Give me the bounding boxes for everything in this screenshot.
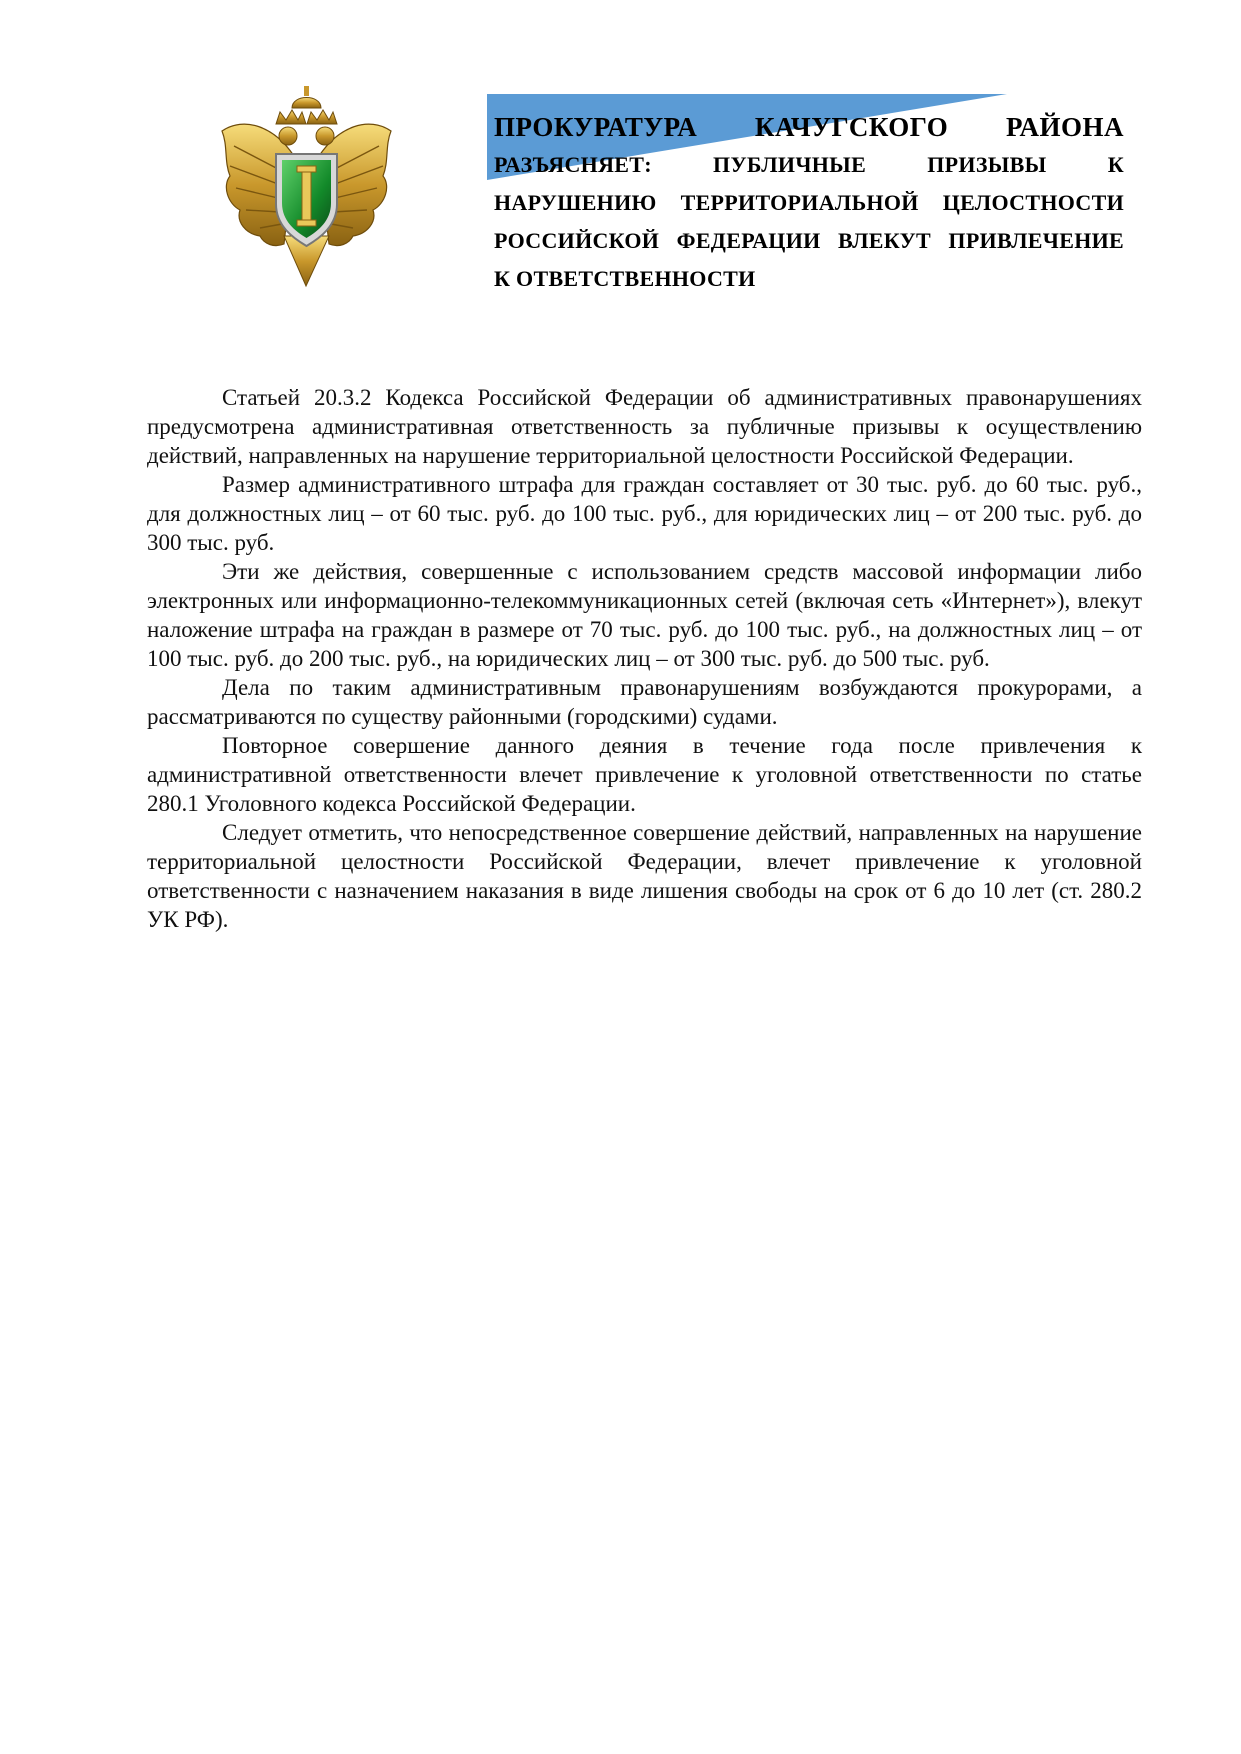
- paragraph: Дела по таким административным правонарушениям возбуждаются прокурорами, а рассматриваются по существу районными (городскими) судами.: [147, 675, 1142, 729]
- paragraph: Размер административного штрафа для граждан составляет от 30 тыс. руб. до 60 тыс. руб., для должностных лиц – от 60 тыс. руб. до 100 тыс. руб., для юридических лиц – от 200 тыс. руб. до 300 тыс. руб.: [147, 472, 1142, 555]
- title-line: НАРУШЕНИЮ ТЕРРИТОРИАЛЬНОЙ ЦЕЛОСТНОСТИ: [494, 190, 1124, 215]
- title-line: РАЗЪЯСНЯЕТ: ПУБЛИЧНЫЕ ПРИЗЫВЫ К: [494, 152, 1124, 177]
- title-line: К ОТВЕТСТВЕННОСТИ: [494, 266, 756, 291]
- paragraph: Повторное совершение данного деяния в течение года после привлечения к административной ответственности влечет привлечение к уголовной ответственности по статье 280.1 Уголовного кодекса Российской Федерации.: [147, 733, 1142, 816]
- article-body: [147, 383, 1142, 934]
- title-line: ПРОКУРАТУРА КАЧУГСКОГО РАЙОНА: [494, 112, 1124, 142]
- title-line: РОССИЙСКОЙ ФЕДЕРАЦИИ ВЛЕКУТ ПРИВЛЕЧЕНИЕ: [494, 228, 1124, 253]
- prosecutor-eagle-emblem-icon: [214, 86, 399, 292]
- page-title: [494, 108, 1124, 298]
- paragraph: Следует отметить, что непосредственное совершение действий, направленных на нарушение территориальной целостности Российской Федерации, влечет привлечение к уголовной ответственности с назначением наказания в виде лишения свободы на срок от 6 до 10 лет (ст. 280.2 УК РФ).: [147, 820, 1142, 932]
- paragraph: Эти же действия, совершенные с использованием средств массовой информации либо электронных или информационно-телекоммуникационных сетей (включая сеть «Интернет»), влекут наложение штрафа на граждан в размере от 70 тыс. руб. до 100 тыс. руб., на должностных лиц – от 100 тыс. руб. до 200 тыс. руб., на юридических лиц – от 300 тыс. руб. до 500 тыс. руб.: [147, 559, 1142, 671]
- paragraph: Статьей 20.3.2 Кодекса Российской Федерации об административных правонарушениях предусмотрена административная ответственность за публичные призывы к осуществлению действий, направленных на нарушение территориальной целостности Российской Федерации.: [147, 385, 1142, 468]
